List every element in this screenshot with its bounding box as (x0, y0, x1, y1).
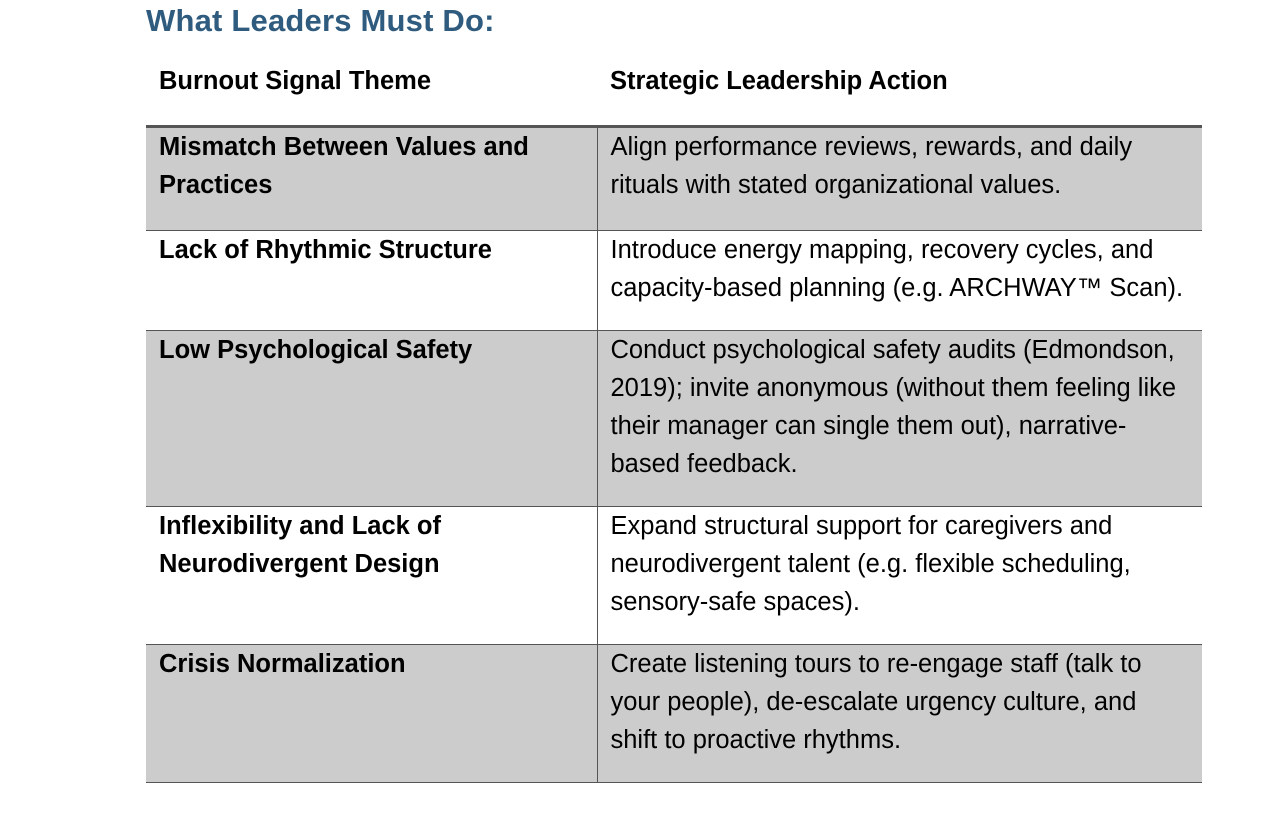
action-cell: Expand structural support for caregivers and neurodivergent talent (e.g. flexible scheduling, sensory-safe spaces). (597, 506, 1202, 644)
action-cell: Align performance reviews, rewards, and daily rituals with stated organizational values. (597, 126, 1202, 230)
action-cell: Introduce energy mapping, recovery cycles, and capacity-based planning (e.g. ARCHWAY™ Scan). (597, 230, 1202, 330)
section-heading: What Leaders Must Do: (146, 3, 495, 38)
burnout-action-table (146, 56, 1202, 783)
theme-cell: Lack of Rhythmic Structure (146, 230, 597, 330)
table-row (146, 644, 1202, 782)
theme-cell: Mismatch Between Values and Practices (146, 126, 597, 230)
table-row (146, 330, 1202, 506)
theme-cell: Crisis Normalization (146, 644, 597, 782)
table-row (146, 506, 1202, 644)
table-row (146, 126, 1202, 230)
action-cell: Create listening tours to re-engage staff (talk to your people), de-escalate urgency culture, and shift to proactive rhythms. (597, 644, 1202, 782)
theme-cell: Low Psychological Safety (146, 330, 597, 506)
column-header-action: Strategic Leadership Action (597, 56, 1202, 126)
table-header-row (146, 56, 1202, 126)
column-header-theme: Burnout Signal Theme (146, 56, 597, 126)
table-row (146, 230, 1202, 330)
action-cell: Conduct psychological safety audits (Edmondson, 2019); invite anonymous (without them feeling like their manager can single them out), narrative-based feedback. (597, 330, 1202, 506)
theme-cell: Inflexibility and Lack of Neurodivergent Design (146, 506, 597, 644)
